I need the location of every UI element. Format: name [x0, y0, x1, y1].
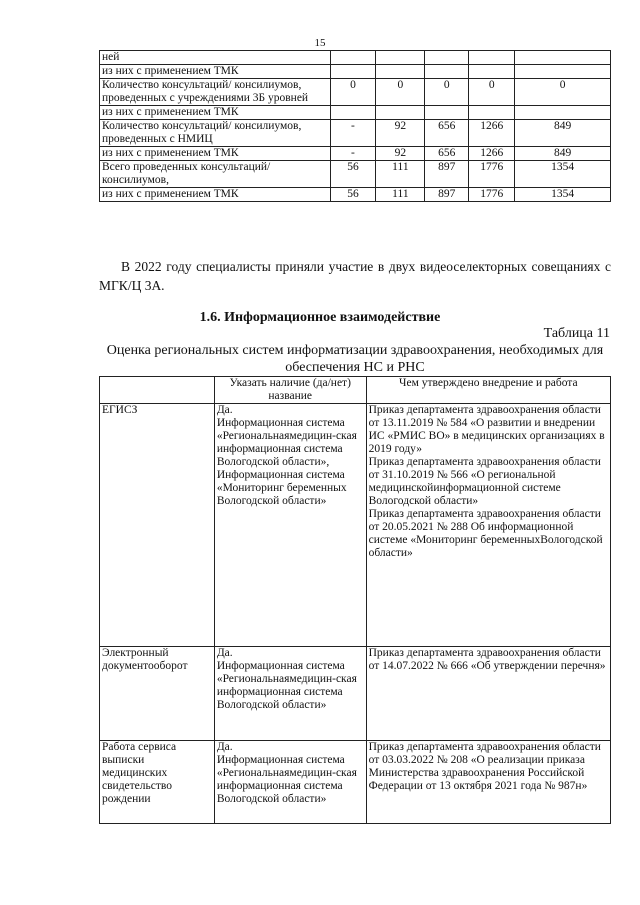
presence-cell: Да. Информационная система «Региональнаямедицин-ская информационная система Вологодской области»	[214, 741, 366, 824]
header-cell	[100, 377, 215, 404]
value-cell: 656	[425, 147, 469, 161]
value-cell	[469, 106, 515, 120]
value-cell	[330, 106, 376, 120]
table-caption: Оценка региональных систем информатизации здравоохранения, необходимых для обеспечения НС и РНС	[106, 343, 604, 375]
value-cell: 56	[330, 188, 376, 202]
value-cell	[376, 65, 425, 79]
value-cell: 92	[376, 147, 425, 161]
value-cell	[425, 106, 469, 120]
table-row	[100, 647, 611, 741]
value-cell	[330, 51, 376, 65]
value-cell	[376, 51, 425, 65]
paragraph: В 2022 году специалисты приняли участие в двух видеоселекторных совещаниях с МГК/Ц 3А.	[99, 259, 611, 293]
value-cell: 56	[330, 161, 376, 188]
name-cell: Работа сервиса выписки медицинских свидетельство рождении	[100, 741, 215, 824]
value-cell: 1354	[515, 188, 611, 202]
value-cell: 849	[515, 120, 611, 147]
table-row	[100, 147, 611, 161]
table-row	[100, 404, 611, 647]
row-label: ней	[100, 51, 331, 65]
value-cell: 0	[425, 79, 469, 106]
value-cell: 0	[376, 79, 425, 106]
value-cell: 897	[425, 188, 469, 202]
section-title: 1.6. Информационное взаимодействие	[199, 310, 441, 325]
approved-cell: Приказ департамента здравоохранения области от 03.03.2022 № 208 «О реализации приказа Министерства здравоохранения Российской Федерации от 13 октября 2021 года № 987н»	[366, 741, 610, 824]
value-cell	[425, 51, 469, 65]
table-row	[100, 741, 611, 824]
table-row	[100, 51, 611, 65]
value-cell: 0	[330, 79, 376, 106]
value-cell: 0	[469, 79, 515, 106]
header-cell: Чем утверждено внедрение и работа	[366, 377, 610, 404]
page-number: 15	[314, 37, 326, 49]
value-cell	[376, 106, 425, 120]
value-cell	[425, 65, 469, 79]
table-row	[100, 161, 611, 188]
value-cell: -	[330, 147, 376, 161]
name-cell: ЕГИСЗ	[100, 404, 215, 647]
value-cell: 1776	[469, 161, 515, 188]
approved-cell: Приказ департамента здравоохранения области от 13.11.2019 № 584 «О развитии и внедрении ИС «РМИС ВО» в медицинских организациях в 2019 году» Приказ департамента здравоохранения области от 31.10.2019 № 566 «О региональной медицинскойинформационной системе Вологодской области» Приказ департамента здравоохранения области от 20.05.2021 № 288 Об информационной системе «Мониторинг беременныхВологодской области»	[366, 404, 610, 647]
row-label: Количество консультаций/ консилиумов, проведенных с учреждениями 3Б уровней	[100, 79, 331, 106]
value-cell	[515, 106, 611, 120]
table-header-row	[100, 377, 611, 404]
value-cell: -	[330, 120, 376, 147]
presence-cell: Да. Информационная система «Региональнаямедицин-ская информационная система Вологодской области»	[214, 647, 366, 741]
value-cell: 92	[376, 120, 425, 147]
header-cell: Указать наличие (да/нет) название	[214, 377, 366, 404]
row-label: Всего проведенных консультаций/ консилиумов,	[100, 161, 331, 188]
table-row	[100, 120, 611, 147]
table-row	[100, 188, 611, 202]
table-label: Таблица 11	[543, 326, 610, 341]
row-label: из них с применением ТМК	[100, 188, 331, 202]
value-cell: 1266	[469, 120, 515, 147]
value-cell: 849	[515, 147, 611, 161]
informatization-table	[99, 376, 611, 824]
value-cell: 1776	[469, 188, 515, 202]
consultations-table	[99, 50, 611, 202]
value-cell: 1354	[515, 161, 611, 188]
value-cell: 897	[425, 161, 469, 188]
table-row	[100, 106, 611, 120]
value-cell	[330, 65, 376, 79]
table-row	[100, 79, 611, 106]
row-label: из них с применением ТМК	[100, 147, 331, 161]
value-cell: 111	[376, 161, 425, 188]
value-cell	[469, 51, 515, 65]
value-cell	[515, 51, 611, 65]
presence-cell: Да. Информационная система «Региональнаямедицин-ская информационная система Вологодской области», Информационная система «Мониторинг беременных Вологодской области»	[214, 404, 366, 647]
value-cell	[469, 65, 515, 79]
row-label: из них с применением ТМК	[100, 106, 331, 120]
row-label: Количество консультаций/ консилиумов, проведенных с НМИЦ	[100, 120, 331, 147]
value-cell: 1266	[469, 147, 515, 161]
value-cell: 656	[425, 120, 469, 147]
value-cell	[515, 65, 611, 79]
value-cell: 0	[515, 79, 611, 106]
table-row	[100, 65, 611, 79]
value-cell: 111	[376, 188, 425, 202]
name-cell: Электронный документооборот	[100, 647, 215, 741]
row-label: из них с применением ТМК	[100, 65, 331, 79]
approved-cell: Приказ департамента здравоохранения области от 14.07.2022 № 666 «Об утверждении перечня»	[366, 647, 610, 741]
